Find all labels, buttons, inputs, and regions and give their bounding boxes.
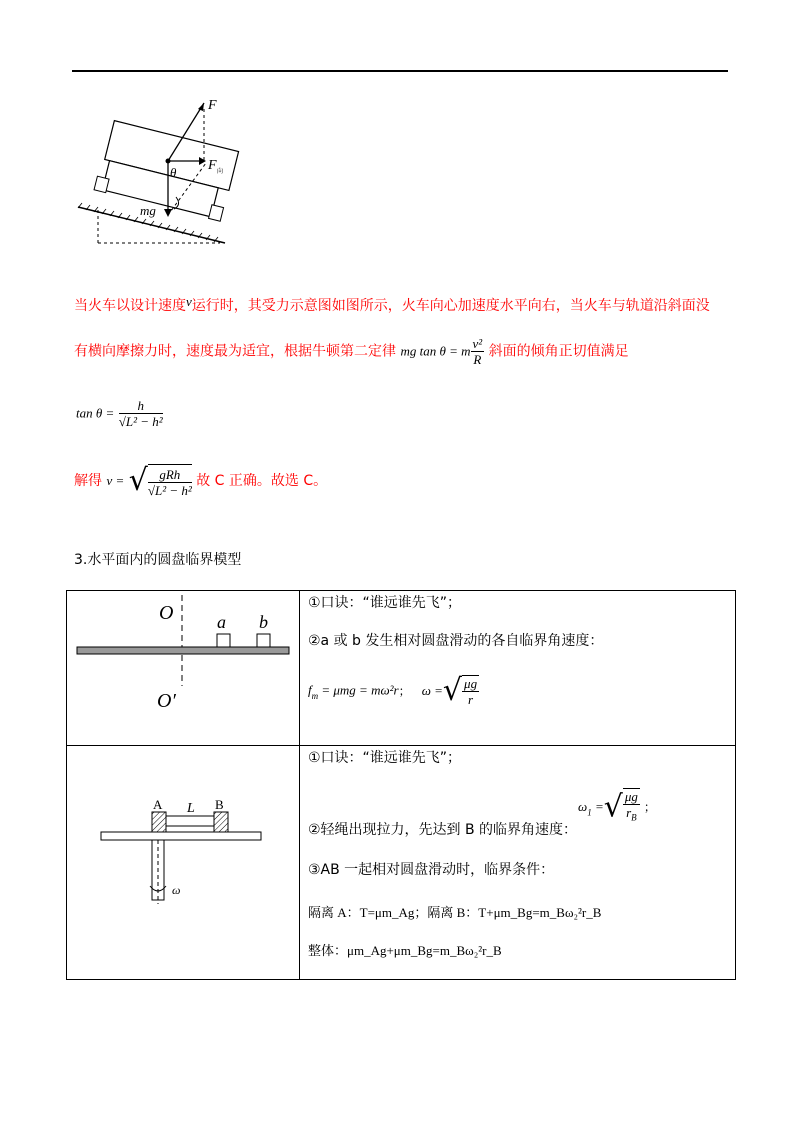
row1-desc: ②a 或 b 发生相对圆盘滑动的各自临界角速度： [308,633,604,649]
line2-text-b: 斜面的倾角正切值满足 [488,343,629,360]
eq1-fraction [471,336,485,367]
explanation-line-1 [74,293,710,315]
line1-v: v [186,294,192,309]
row1-eq-f-sub: m [311,691,319,702]
row2-eq-frac [623,788,640,826]
explanation-line-2 [74,336,629,367]
eq2-num: h [119,398,163,414]
table-row-2 [67,746,736,980]
row2-whole: 整体：μm_Ag+μm_Bg=m_Bω₂²r_B [308,943,502,958]
eq2-fraction [119,398,163,429]
row2-eq-omega-sub: 1 [587,807,592,818]
row1-tip: ①口诀：“谁远谁先飞”； [308,595,462,611]
row2-desc: ②轻绳出现拉力，先达到 B 的临界角速度： [308,822,578,838]
train-banked-figure [70,95,240,250]
line4-text-a: 解得 [74,473,102,489]
row1-eq-den: r [468,691,474,707]
row1-equation: $f_m = \mu mg = m\omega^2r$； ω =√ $\frac{\mu g}{r}$ [308,673,478,708]
theta-label: θ [170,165,177,180]
row2-figure-cell [67,746,300,980]
axis-O2-label: O′ [157,690,176,712]
row2-tip: ①口诀：“谁远谁先飞”； [308,750,462,766]
eq3-left: v = [106,473,125,488]
section-heading: 3.水平面内的圆盘临界模型 [74,552,242,568]
row2-eq-num: μg [624,789,638,804]
row1-eq-rest: = μmg = mω²r [318,682,399,698]
length-L-label: L [187,801,195,816]
eq3-den-wrap: √L² − h² [147,483,192,498]
block-A-label: A [153,797,163,812]
row2-eq-eq: = [591,798,604,814]
row2-eq-den-sub: B [631,812,637,823]
eq3-fraction [148,464,192,498]
row2-equation: $\omega_1$ =√ $\frac{\mu g}{r_B}$ ； [578,789,656,825]
block-a-label: a [217,612,226,632]
eq2-den: L² − h² [125,414,163,429]
mg-label: mg [140,203,156,218]
model-table [66,590,736,980]
row1-text-cell [300,591,736,746]
row1-eq-frac [462,675,479,707]
block-B-label: B [215,797,224,812]
eq2-left: tan θ = [76,405,115,421]
row2-eq-den-wrap [623,805,640,826]
row1-eq-sep: ； [398,684,411,698]
axis-O-label: O [159,602,174,624]
line1-text-b: 运行时，其受力示意图如图所示，火车向心加速度水平向右，当火车与轨道沿斜面没 [191,298,710,314]
row2-isolate: 隔离 A：T=μm_Ag；隔离 B：T+μm_Bg=m_Bω₂²r_B [308,905,602,920]
explanation-line-4 [74,464,327,498]
line2-text-a: 有横向摩擦力时，速度最为适宜，根据牛顿第二定律 [74,343,396,360]
eq3-den: L² − h² [154,483,192,498]
force-F-label: F [208,98,217,113]
disc-ab-figure [67,591,299,741]
row1-eq-f: f [308,682,312,698]
eq1-num: v² [472,336,483,351]
force-Fn-sub: 向 [217,168,224,175]
equation-tan [76,398,163,429]
header-rule [72,70,728,72]
row2-text-cell [300,746,736,980]
eq1-den: R [473,352,482,367]
row1-eq-omega: ω = [421,682,443,698]
block-b-label: b [259,612,268,632]
row2-eq-omega: ω [578,798,588,814]
line1-text-a: 当火车以设计速度 [74,298,186,314]
disc-string-figure [67,746,299,975]
row2-eq-den: r [626,805,632,820]
eq3-num: gRh [148,467,192,483]
row1-figure-cell [67,591,300,746]
eq3-root: √ $\frac{\text{gRh}}{\text{√L² − h²}}$ [128,463,192,498]
row2-cond: ③AB 一起相对圆盘滑动时，临界条件： [308,862,555,878]
row2-eq-end: ； [643,800,656,815]
eq2-den-wrap: √L² − h² [118,414,163,429]
line4-text-b: 故 C 正确。故选 C。 [196,473,328,489]
force-Fn-label: F [208,158,217,173]
omega-label: ω [172,883,181,897]
row1-eq-num: μg [464,675,478,691]
table-row-1 [67,591,736,746]
eq1-left: mg tan θ = m [400,343,471,359]
